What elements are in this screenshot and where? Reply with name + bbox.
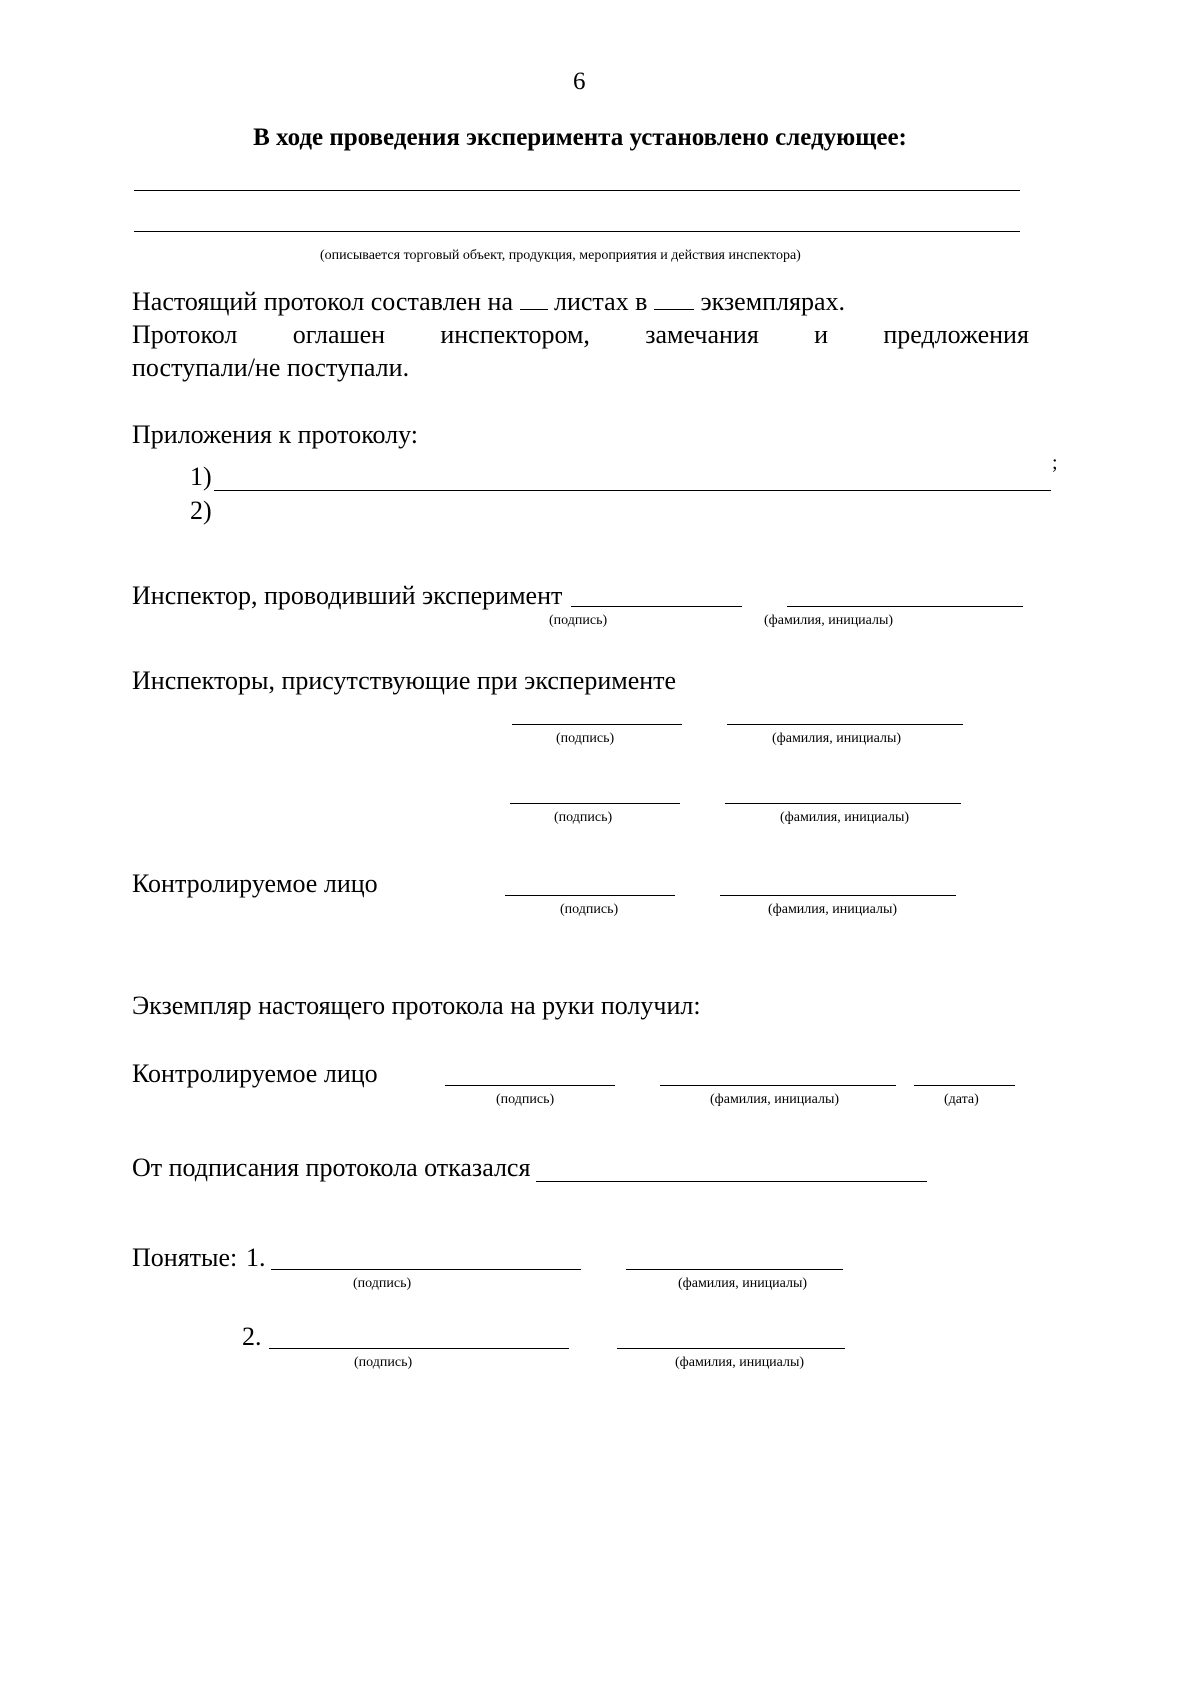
- copy-received-date-caption: (дата): [944, 1092, 979, 1107]
- protocol-line-3: поступали/не поступали.: [132, 353, 410, 382]
- attachment-number-2: 2): [190, 496, 212, 525]
- protocol-text-a: Настоящий протокол составлен на: [132, 287, 513, 316]
- controlled-person-name-line[interactable]: [720, 895, 956, 896]
- witness-1-name-caption: (фамилия, инициалы): [678, 1276, 808, 1291]
- attachments-heading: Приложения к протоколу:: [132, 420, 419, 449]
- protocol-line-2: [132, 320, 1029, 350]
- present-2-signature-caption: (подпись): [554, 810, 613, 825]
- protocol-text-c: экземплярах.: [700, 287, 846, 316]
- present-2-name-line[interactable]: [725, 803, 961, 804]
- copy-received-heading: Экземпляр настоящего протокола на руки получил:: [132, 991, 701, 1020]
- present-1-signature-line[interactable]: [512, 724, 682, 725]
- inspectors-present-label: Инспекторы, присутствующие при эксперименте: [132, 666, 677, 695]
- protocol-word: оглашен: [292, 320, 386, 349]
- present-1-signature-caption: (подпись): [556, 731, 615, 746]
- inspector-name-caption: (фамилия, инициалы): [764, 613, 894, 628]
- attachment-number-1: 1): [190, 462, 212, 491]
- protocol-word: Протокол: [132, 320, 238, 349]
- protocol-word: предложения: [883, 320, 1029, 349]
- refused-label: От подписания протокола отказался: [132, 1153, 531, 1182]
- witness-number-2: 2.: [242, 1322, 262, 1351]
- copy-received-signature-line[interactable]: [445, 1085, 615, 1086]
- witness-2-name-line[interactable]: [617, 1348, 845, 1349]
- witness-1-name-line[interactable]: [626, 1269, 843, 1270]
- protocol-word: замечания: [645, 320, 759, 349]
- present-1-name-caption: (фамилия, инициалы): [772, 731, 902, 746]
- inspector-name-line[interactable]: [787, 606, 1023, 607]
- protocol-word: инспектором,: [440, 320, 590, 349]
- copy-received-label: Контролируемое лицо: [132, 1059, 378, 1088]
- copy-received-date-line[interactable]: [914, 1085, 1015, 1086]
- witness-2-name-caption: (фамилия, инициалы): [675, 1355, 805, 1370]
- controlled-person-label: Контролируемое лицо: [132, 869, 378, 898]
- page-number: 6: [573, 68, 586, 95]
- inspector-signature-caption: (подпись): [549, 613, 608, 628]
- inspector-signature-line[interactable]: [571, 606, 742, 607]
- witness-2-signature-caption: (подпись): [354, 1355, 413, 1370]
- witness-1-signature-line[interactable]: [271, 1269, 581, 1270]
- copies-count-blank[interactable]: [654, 289, 694, 310]
- present-1-name-line[interactable]: [727, 724, 963, 725]
- section-title: В ходе проведения эксперимента установлено следующее:: [253, 124, 907, 151]
- protocol-text-b: листах в: [554, 287, 648, 316]
- copy-received-name-caption: (фамилия, инициалы): [710, 1092, 840, 1107]
- witness-2-signature-line[interactable]: [269, 1348, 569, 1349]
- findings-caption: (описывается торговый объект, продукция, мероприятия и действия инспектора): [320, 248, 801, 263]
- inspector-label: Инспектор, проводивший эксперимент: [132, 581, 563, 610]
- witnesses-label: Понятые:: [132, 1243, 238, 1272]
- controlled-person-signature-caption: (подпись): [560, 902, 619, 917]
- findings-line-2[interactable]: [134, 231, 1020, 232]
- copy-received-signature-caption: (подпись): [496, 1092, 555, 1107]
- copy-received-name-line[interactable]: [660, 1085, 896, 1086]
- protocol-word: и: [814, 320, 829, 349]
- present-2-signature-line[interactable]: [510, 803, 680, 804]
- controlled-person-signature-line[interactable]: [505, 895, 675, 896]
- refused-line[interactable]: [536, 1181, 927, 1182]
- present-2-name-caption: (фамилия, инициалы): [780, 810, 910, 825]
- witness-1-signature-caption: (подпись): [353, 1276, 412, 1291]
- protocol-line-1: [132, 287, 845, 317]
- findings-line-1[interactable]: [134, 190, 1020, 191]
- attachment-semicolon: ;: [1052, 452, 1058, 474]
- controlled-person-name-caption: (фамилия, инициалы): [768, 902, 898, 917]
- sheets-count-blank[interactable]: [520, 289, 548, 310]
- witness-number-1: 1.: [246, 1243, 266, 1272]
- attachment-line-1[interactable]: [214, 490, 1051, 491]
